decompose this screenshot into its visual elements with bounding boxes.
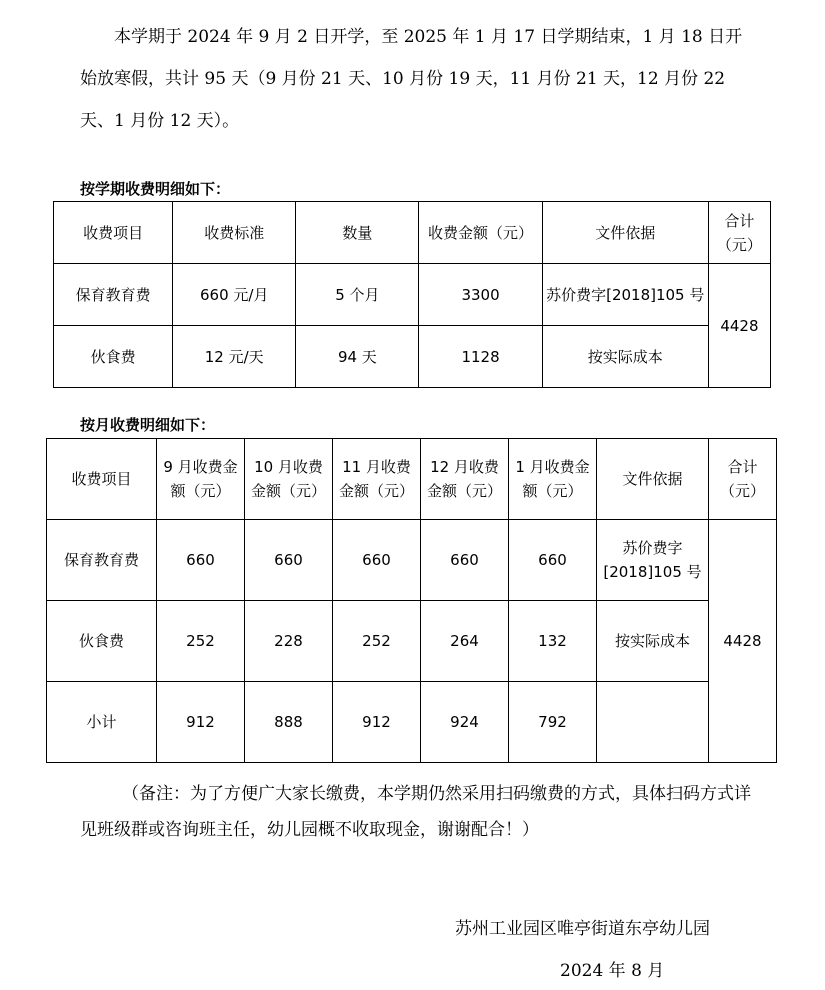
table-row bbox=[47, 682, 777, 763]
header-cell: 收费项目 bbox=[47, 439, 157, 520]
value-cell: 912 bbox=[333, 682, 421, 763]
value-cell: 924 bbox=[421, 682, 509, 763]
header-cell: 11 月收费金额（元） bbox=[333, 439, 421, 520]
note-text: （备注：为了方便广大家长缴费，本学期仍然采用扫码缴费的方式，具体扫码方式详见班级群或咨询班主任，幼儿园概不收取现金，谢谢配合！） bbox=[80, 784, 751, 840]
monthly-table-title: 按月收费明细如下： bbox=[80, 416, 216, 434]
item-cell: 小计 bbox=[47, 682, 157, 763]
header-cell: 收费金额（元） bbox=[419, 202, 542, 264]
table-row bbox=[54, 264, 771, 326]
value-cell: 792 bbox=[509, 682, 597, 763]
value-cell: 660 bbox=[333, 520, 421, 601]
header-cell: 收费标准 bbox=[173, 202, 296, 264]
quantity-cell: 94 天 bbox=[296, 326, 419, 388]
quantity-cell: 5 个月 bbox=[296, 264, 419, 326]
value-cell: 252 bbox=[157, 601, 245, 682]
header-cell: 数量 bbox=[296, 202, 419, 264]
item-cell: 伙食费 bbox=[47, 601, 157, 682]
basis-cell: 苏价费字[2018]105 号 bbox=[597, 520, 709, 601]
basis-cell bbox=[597, 682, 709, 763]
header-cell: 文件依据 bbox=[542, 202, 708, 264]
value-cell: 660 bbox=[245, 520, 333, 601]
header-cell: 9 月收费金额（元） bbox=[157, 439, 245, 520]
total-cell: 4428 bbox=[708, 264, 770, 388]
semester-fee-table bbox=[53, 201, 771, 388]
standard-cell: 12 元/天 bbox=[173, 326, 296, 388]
header-cell: 1 月收费金额（元） bbox=[509, 439, 597, 520]
standard-cell: 660 元/月 bbox=[173, 264, 296, 326]
value-cell: 660 bbox=[509, 520, 597, 601]
value-cell: 660 bbox=[421, 520, 509, 601]
table-row bbox=[54, 326, 771, 388]
table-row bbox=[47, 601, 777, 682]
intro-paragraph bbox=[80, 16, 750, 142]
organization-signature: 苏州工业园区唯亭街道东亭幼儿园 bbox=[455, 919, 710, 939]
amount-cell: 1128 bbox=[419, 326, 542, 388]
item-cell: 保育教育费 bbox=[54, 264, 173, 326]
header-cell: 合计（元） bbox=[709, 439, 777, 520]
payment-note bbox=[80, 776, 760, 848]
basis-cell: 按实际成本 bbox=[597, 601, 709, 682]
signature-date: 2024 年 8 月 bbox=[560, 961, 665, 981]
item-cell: 保育教育费 bbox=[47, 520, 157, 601]
header-cell: 10 月收费金额（元） bbox=[245, 439, 333, 520]
value-cell: 660 bbox=[157, 520, 245, 601]
value-cell: 888 bbox=[245, 682, 333, 763]
value-cell: 264 bbox=[421, 601, 509, 682]
header-cell: 文件依据 bbox=[597, 439, 709, 520]
basis-cell: 苏价费字[2018]105 号 bbox=[542, 264, 708, 326]
table-header-row bbox=[54, 202, 771, 264]
intro-text: 本学期于 2024 年 9 月 2 日开学，至 2025 年 1 月 17 日学期结束，1 月 18 日开始放寒假，共计 95 天（9 月份 21 天、10 月份 19 天，11 月份 21 天，12 月份 22 天、1 月份 12 天）。 bbox=[80, 27, 743, 131]
monthly-fee-table bbox=[46, 438, 777, 763]
value-cell: 252 bbox=[333, 601, 421, 682]
header-cell: 合计（元） bbox=[708, 202, 770, 264]
value-cell: 228 bbox=[245, 601, 333, 682]
semester-table-title: 按学期收费明细如下： bbox=[80, 180, 231, 198]
table-header-row bbox=[47, 439, 777, 520]
header-cell: 12 月收费金额（元） bbox=[421, 439, 509, 520]
value-cell: 912 bbox=[157, 682, 245, 763]
table-row bbox=[47, 520, 777, 601]
header-cell: 收费项目 bbox=[54, 202, 173, 264]
item-cell: 伙食费 bbox=[54, 326, 173, 388]
basis-cell: 按实际成本 bbox=[542, 326, 708, 388]
amount-cell: 3300 bbox=[419, 264, 542, 326]
value-cell: 132 bbox=[509, 601, 597, 682]
total-cell: 4428 bbox=[709, 520, 777, 763]
